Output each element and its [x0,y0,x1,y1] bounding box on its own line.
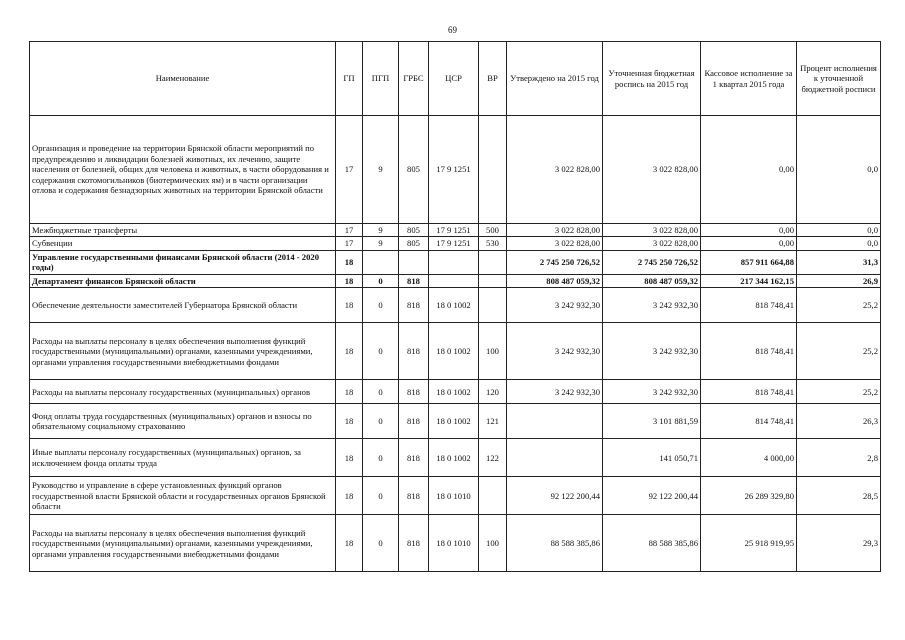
table-cell-vr: 500 [479,224,507,237]
table-cell-gp: 18 [336,404,363,439]
header-row [30,42,881,116]
table-cell-cash: 818 748,41 [701,288,797,323]
table-cell-grbs: 805 [399,224,429,237]
table-row [30,116,881,224]
table-cell-ppgp: 0 [363,515,399,572]
table-cell-gp: 18 [336,439,363,477]
table-cell-ppgp: 0 [363,477,399,515]
table-cell-cash: 0,00 [701,237,797,250]
table-cell-name: Организация и проведение на территории Брянской области мероприятий по предупреждению и ликвидации болезней животных, их лечению, защите населения от болезней, общих для человека и животных, в части оборудования и содержания скотомогильников (биотермических ям) и в части организации отлова и содержания безнадзорных животных на территории Брянской области [30,116,336,224]
table-row [30,274,881,287]
table-cell-percent: 28,5 [797,477,881,515]
table-cell-ppgp: 9 [363,237,399,250]
table-cell-grbs: 818 [399,380,429,404]
table-cell-percent: 29,3 [797,515,881,572]
header-ppgp: ПГП [363,42,399,116]
header-cash: Кассовое исполнение за 1 квартал 2015 года [701,42,797,116]
table-cell-percent: 25,2 [797,288,881,323]
table-row [30,224,881,237]
table-cell-refined: 3 022 828,00 [603,116,701,224]
table-cell-grbs: 818 [399,404,429,439]
table-cell-name: Расходы на выплаты персоналу в целях обеспечения выполнения функций государственными (муниципальными) органами, казенными учреждениями, органами управления государственными внебюджетными фондами [30,323,336,380]
table-cell-ppgp: 0 [363,380,399,404]
table-cell-approved: 88 588 385,86 [507,515,603,572]
table-cell-name: Субвенции [30,237,336,250]
header-approved: Утверждено на 2015 год [507,42,603,116]
table-row [30,323,881,380]
table-row [30,380,881,404]
table-cell-refined: 808 487 059,32 [603,274,701,287]
table-cell-name: Управление государственными финансами Брянской области (2014 - 2020 годы) [30,250,336,274]
table-cell-csr [429,250,479,274]
table-cell-grbs: 818 [399,477,429,515]
table-cell-grbs: 818 [399,515,429,572]
table-cell-approved: 3 022 828,00 [507,237,603,250]
table-cell-ppgp: 9 [363,224,399,237]
table-cell-vr: 120 [479,380,507,404]
table-cell-gp: 18 [336,380,363,404]
table-cell-ppgp [363,250,399,274]
table-cell-name: Обеспечение деятельности заместителей Губернатора Брянской области [30,288,336,323]
table-cell-refined: 92 122 200,44 [603,477,701,515]
table-cell-ppgp: 0 [363,274,399,287]
table-cell-csr: 17 9 1251 [429,224,479,237]
table-cell-vr: 530 [479,237,507,250]
table-cell-csr: 17 9 1251 [429,237,479,250]
table-cell-cash: 818 748,41 [701,323,797,380]
table-cell-csr: 18 0 1002 [429,380,479,404]
header-grbs: ГРБС [399,42,429,116]
header-gp: ГП [336,42,363,116]
table-cell-grbs: 805 [399,116,429,224]
table-row [30,404,881,439]
table-cell-percent: 0,0 [797,237,881,250]
table-cell-gp: 17 [336,116,363,224]
table-cell-percent: 0,0 [797,224,881,237]
table-cell-gp: 17 [336,224,363,237]
table-cell-cash: 4 000,00 [701,439,797,477]
table-cell-cash: 0,00 [701,224,797,237]
table-cell-gp: 18 [336,288,363,323]
page-number: 69 [448,25,457,35]
table-cell-csr: 18 0 1002 [429,439,479,477]
table-cell-vr [479,274,507,287]
table-row [30,439,881,477]
table-cell-percent: 2,8 [797,439,881,477]
table-cell-vr: 100 [479,323,507,380]
table-cell-percent: 25,2 [797,380,881,404]
table-cell-name: Руководство и управление в сфере установленных функций органов государственной власти Брянской области и государственных органов Брянской области [30,477,336,515]
table-row [30,515,881,572]
header-name: Наименование [30,42,336,116]
table-cell-approved: 2 745 250 726,52 [507,250,603,274]
table-cell-name: Иные выплаты персоналу государственных (муниципальных) органов, за исключением фонда оплаты труда [30,439,336,477]
table-cell-refined: 3 022 828,00 [603,224,701,237]
table-cell-csr: 18 0 1002 [429,404,479,439]
table-cell-gp: 18 [336,477,363,515]
table-cell-approved: 808 487 059,32 [507,274,603,287]
table-cell-gp: 18 [336,323,363,380]
table-cell-ppgp: 0 [363,439,399,477]
table-cell-gp: 18 [336,250,363,274]
budget-execution-table [29,41,881,572]
table-cell-percent: 0,0 [797,116,881,224]
table-cell-refined: 3 242 932,30 [603,380,701,404]
header-percent: Процент исполнения к уточненной бюджетной росписи [797,42,881,116]
table-cell-cash: 26 289 329,80 [701,477,797,515]
table-cell-vr [479,477,507,515]
table-cell-name: Расходы на выплаты персоналу в целях обеспечения выполнения функций государственными (муниципальными) органами, казенными учреждениями, органами управления государственными внебюджетными фондами [30,515,336,572]
table-cell-vr: 121 [479,404,507,439]
table-cell-name: Департамент финансов Брянской области [30,274,336,287]
table-cell-grbs [399,250,429,274]
table-cell-csr [429,274,479,287]
table-cell-gp: 17 [336,237,363,250]
table-cell-csr: 18 0 1010 [429,477,479,515]
table-cell-approved [507,404,603,439]
table-row [30,477,881,515]
header-vr: ВР [479,42,507,116]
header-refined: Уточненная бюджетная роспись на 2015 год [603,42,701,116]
table-cell-cash: 25 918 919,95 [701,515,797,572]
table-cell-grbs: 818 [399,288,429,323]
table-cell-grbs: 818 [399,439,429,477]
table-cell-csr: 17 9 1251 [429,116,479,224]
table-cell-name: Межбюджетные трансферты [30,224,336,237]
table-cell-ppgp: 0 [363,288,399,323]
table-cell-cash: 217 344 162,15 [701,274,797,287]
table-cell-name: Фонд оплаты труда государственных (муниципальных) органов и взносы по обязательному социальному страхованию [30,404,336,439]
table-cell-refined: 141 050,71 [603,439,701,477]
table-cell-percent: 26,9 [797,274,881,287]
table-cell-ppgp: 0 [363,323,399,380]
table-cell-vr: 122 [479,439,507,477]
table-cell-cash: 857 911 664,88 [701,250,797,274]
table-cell-grbs: 818 [399,323,429,380]
table-cell-vr [479,288,507,323]
table-cell-percent: 31,3 [797,250,881,274]
table-cell-vr: 100 [479,515,507,572]
table-cell-percent: 26,3 [797,404,881,439]
table-cell-refined: 3 242 932,30 [603,288,701,323]
table-cell-approved: 3 242 932,30 [507,288,603,323]
table-cell-approved: 3 022 828,00 [507,224,603,237]
table-cell-gp: 18 [336,274,363,287]
table-row [30,250,881,274]
table-cell-cash: 0,00 [701,116,797,224]
table-cell-refined: 3 022 828,00 [603,237,701,250]
table-cell-gp: 18 [336,515,363,572]
table-cell-cash: 814 748,41 [701,404,797,439]
table-cell-ppgp: 0 [363,404,399,439]
table-cell-csr: 18 0 1002 [429,288,479,323]
table-cell-vr [479,116,507,224]
table-cell-name: Расходы на выплаты персоналу государственных (муниципальных) органов [30,380,336,404]
table-cell-grbs: 805 [399,237,429,250]
table-cell-grbs: 818 [399,274,429,287]
table-cell-ppgp: 9 [363,116,399,224]
table-cell-approved: 92 122 200,44 [507,477,603,515]
table-row [30,237,881,250]
table-row [30,288,881,323]
table-cell-approved: 3 242 932,30 [507,380,603,404]
table-cell-refined: 2 745 250 726,52 [603,250,701,274]
table-cell-approved: 3 022 828,00 [507,116,603,224]
table-cell-refined: 3 242 932,30 [603,323,701,380]
table-cell-csr: 18 0 1010 [429,515,479,572]
table-cell-percent: 25,2 [797,323,881,380]
table-cell-approved: 3 242 932,30 [507,323,603,380]
table-cell-csr: 18 0 1002 [429,323,479,380]
table-cell-approved [507,439,603,477]
table-cell-vr [479,250,507,274]
header-csr: ЦСР [429,42,479,116]
table-cell-cash: 818 748,41 [701,380,797,404]
table-cell-refined: 3 101 881,59 [603,404,701,439]
table-cell-refined: 88 588 385,86 [603,515,701,572]
